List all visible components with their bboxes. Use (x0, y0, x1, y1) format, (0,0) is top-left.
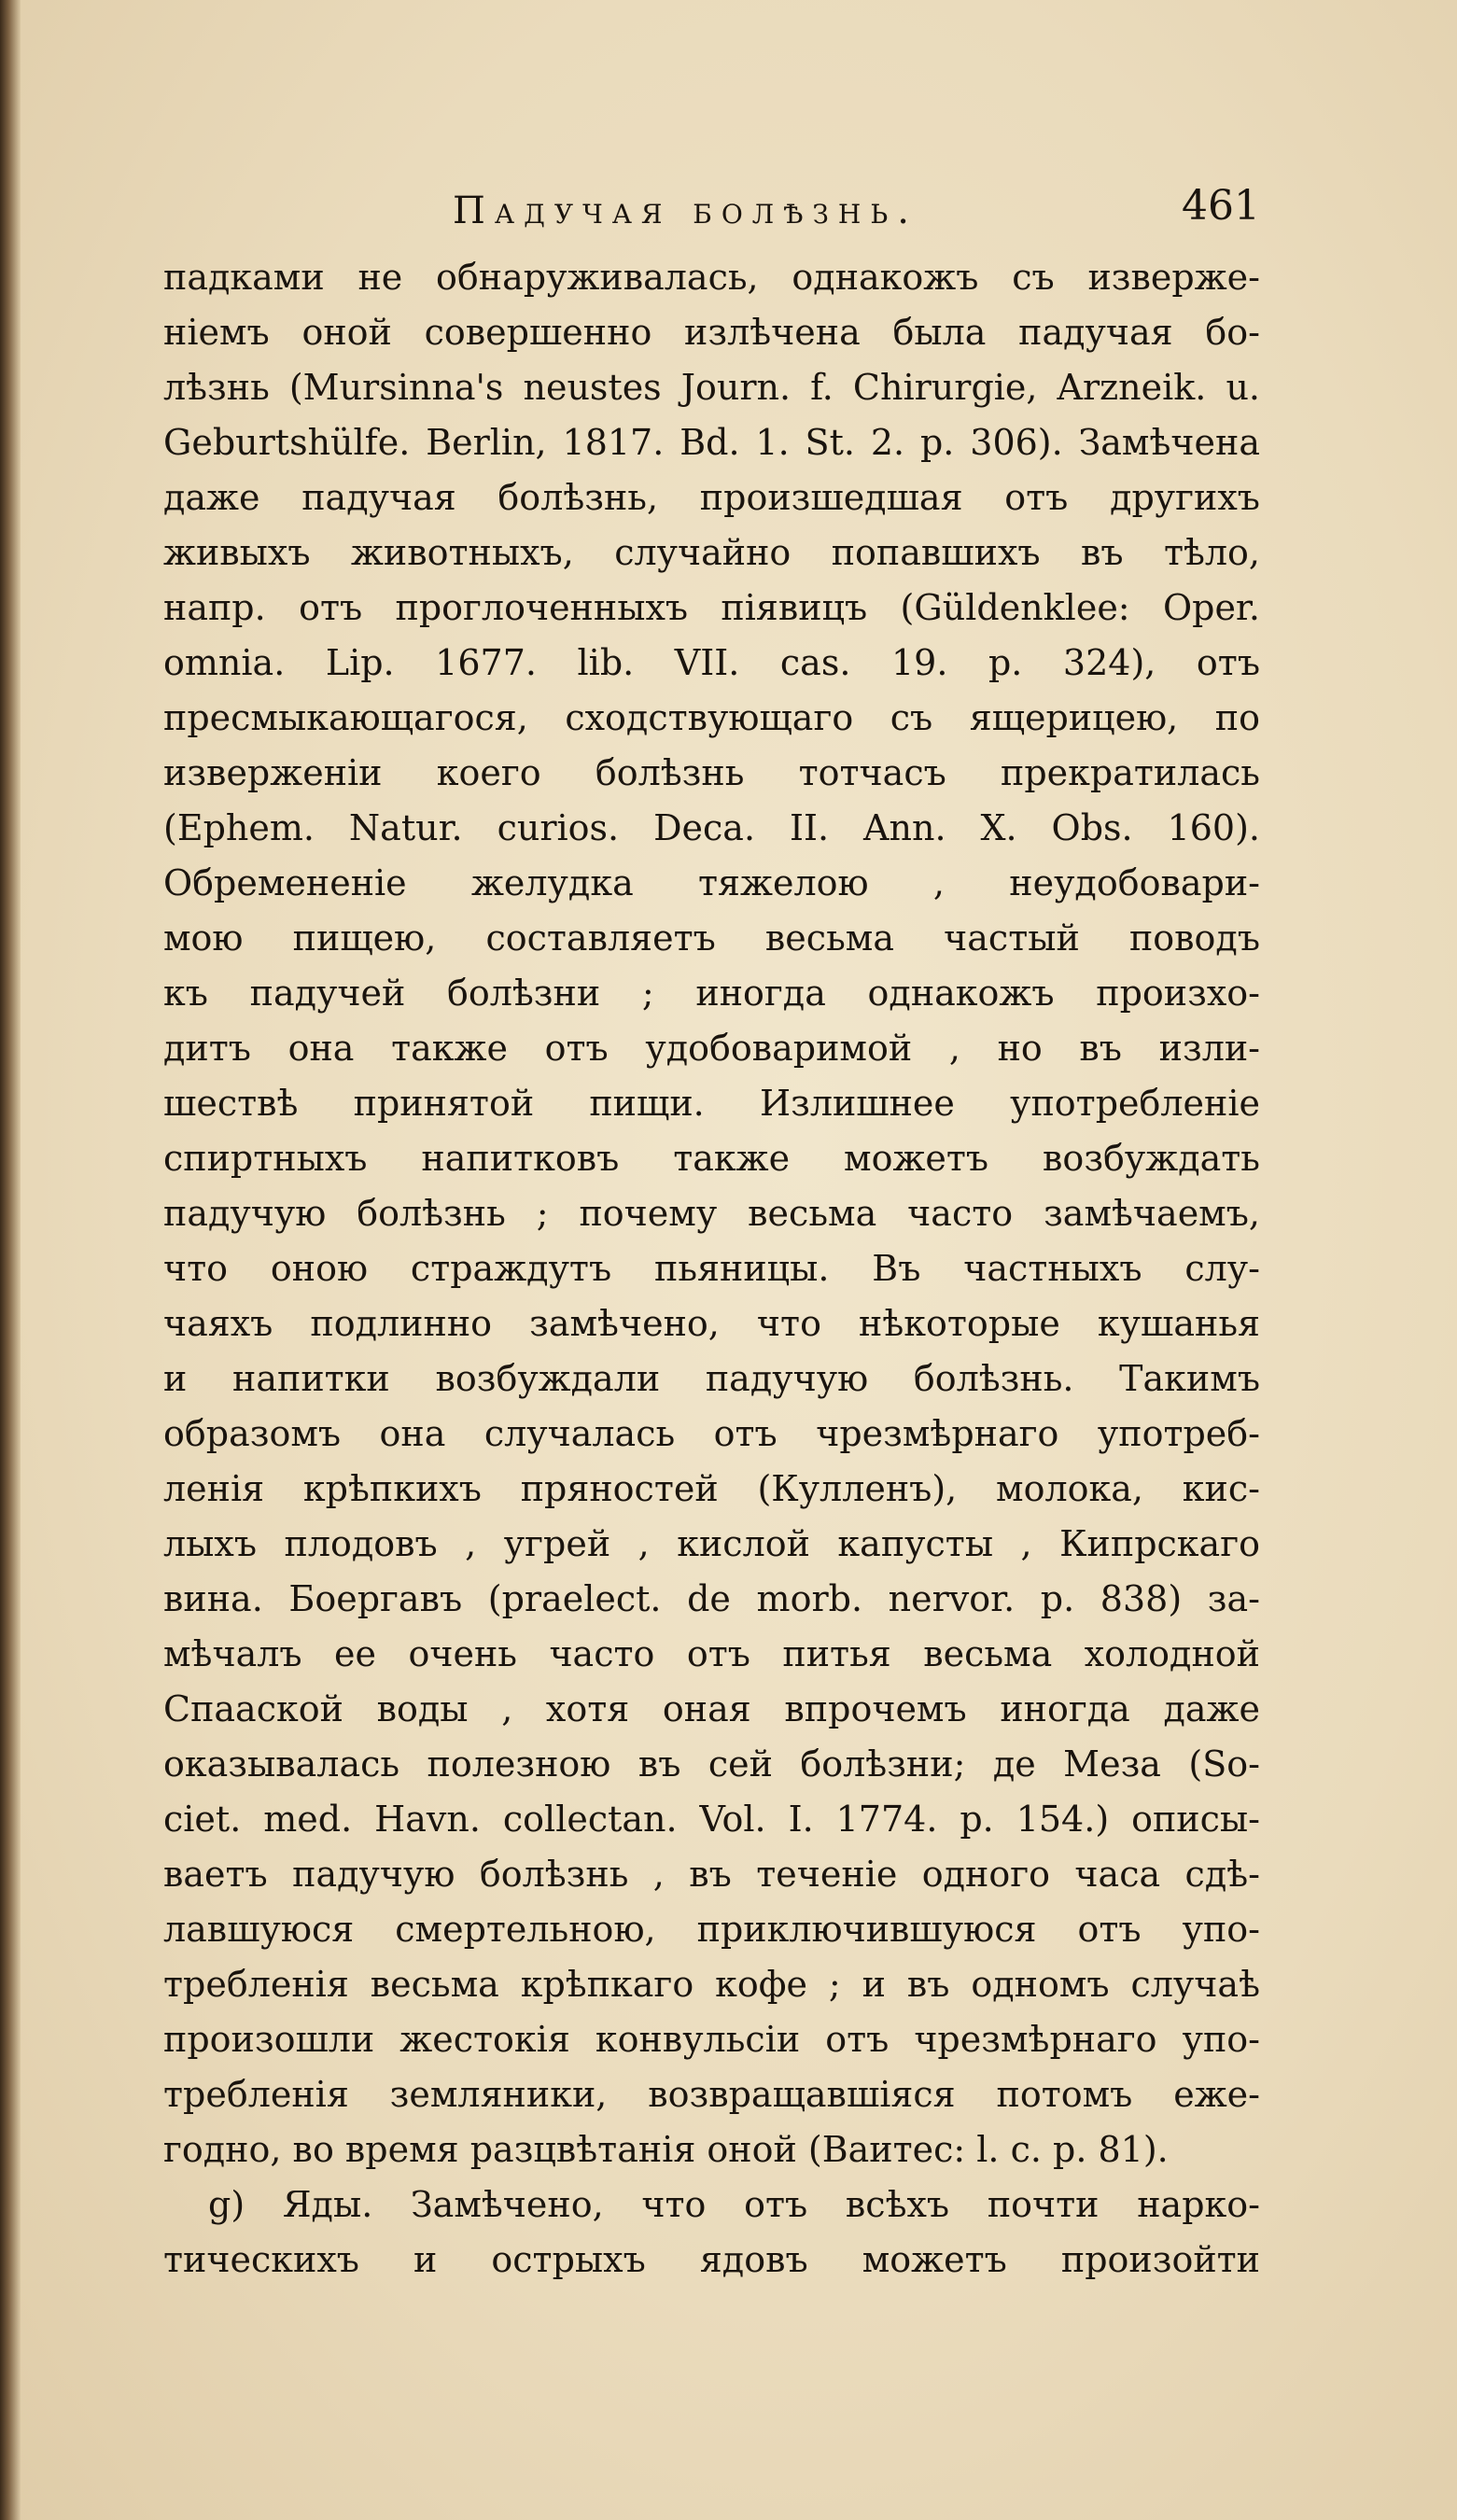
text-line: и напитки возбуждали падучую болѣзнь. Такимъ (163, 1358, 1260, 1399)
text-line: вина. Боергавъ (praelect. de morb. nervor. p. 838) за- (163, 1578, 1260, 1619)
text-line: (Ephem. Natur. curios. Deca. II. Ann. X. Obs. 160). (163, 807, 1260, 848)
text-line: лавшуюся смертельною, приключившуюся отъ упо- (163, 1909, 1260, 1950)
text-line: требленія весьма крѣпкаго кофе ; и въ одномъ случаѣ (163, 1964, 1260, 2005)
page-number: 461 (1182, 182, 1260, 230)
text-line: пресмыкающагося, сходствующаго съ ящерицею, по (163, 697, 1260, 738)
text-line: g) Яды. Замѣчено, что отъ всѣхъ почти нарко- (208, 2184, 1260, 2225)
text-line: Обремененіе желудка тяжелою , неудобовари- (163, 862, 1260, 903)
text-line: оказывалась полезною въ сей болѣзни; де Меза (So- (163, 1743, 1260, 1785)
text-line: мою пищею, составляетъ весьма частый поводъ (163, 917, 1260, 959)
text-line: лѣзнь (Mursinna's neustes Journ. f. Chirurgie, Arzneik. u. (163, 367, 1260, 408)
text-line: падучую болѣзнь ; почему весьма часто замѣчаемъ, (163, 1193, 1260, 1234)
text-line: ciet. med. Havn. collectan. Vol. I. 1774. p. 154.) описы- (163, 1799, 1260, 1840)
body-text (163, 250, 1260, 2288)
text-line: даже падучая болѣзнь, произшедшая отъ другихъ (163, 477, 1260, 518)
running-title: Падучая болѣзнь. (453, 189, 918, 232)
text-line: живыхъ животныхъ, случайно попавшихъ въ тѣло, (163, 532, 1260, 573)
text-line: произошли жестокія конвульсіи отъ чрезмѣрнаго упо- (163, 2019, 1260, 2060)
text-line: Geburtshülfe. Berlin, 1817. Bd. 1. St. 2. p. 306). Замѣчена (163, 422, 1260, 463)
text-line: шествѣ принятой пищи. Излишнее употребленіе (163, 1083, 1260, 1124)
text-line: лыхъ плодовъ , угрей , кислой капусты , Кипрскаго (163, 1523, 1260, 1564)
text-line: omnia. Lip. 1677. lib. VII. cas. 19. p. 324), отъ (163, 642, 1260, 683)
text-line: ленія крѣпкихъ пряностей (Кулленъ), молока, кис- (163, 1468, 1260, 1509)
text-line: дитъ она также отъ удобоваримой , но въ изли- (163, 1028, 1260, 1069)
text-line: ніемъ оной совершенно излѣчена была падучая бо- (163, 312, 1260, 353)
text-line: образомъ она случалась отъ чрезмѣрнаго употреб- (163, 1413, 1260, 1454)
text-line: мѣчалъ ее очень часто отъ питья весьма холодной (163, 1633, 1260, 1674)
page-binding-edge (0, 0, 21, 2520)
text-line: что оною страждутъ пьяницы. Въ частныхъ слу- (163, 1248, 1260, 1289)
text-line: Спаaской воды , хотя оная впрочемъ иногда даже (163, 1688, 1260, 1729)
text-line: требленія земляники, возвращавшіяся потомъ еже- (163, 2074, 1260, 2115)
text-line: спиртныхъ напитковъ также можетъ возбуждать (163, 1138, 1260, 1179)
page-header (163, 182, 1260, 238)
text-line: къ падучей болѣзни ; иногда однакожъ произхо- (163, 973, 1260, 1014)
text-line: ваетъ падучую болѣзнь , въ теченіе одного часа сдѣ- (163, 1854, 1260, 1895)
text-line: напр. отъ проглоченныхъ піявицъ (Güldenklee: Oper. (163, 587, 1260, 628)
text-line: изверженіи коего болѣзнь тотчасъ прекратилась (163, 752, 1260, 793)
text-line: тическихъ и острыхъ ядовъ можетъ произойти (163, 2239, 1260, 2280)
text-line: падками не обнаруживалась, однакожъ съ изверже- (163, 257, 1260, 298)
text-line: чаяхъ подлинно замѣчено, что нѣкоторые кушанья (163, 1303, 1260, 1344)
text-line: годно, во время разцвѣтанія оной (Ваитес: l. c. p. 81). (163, 2129, 1169, 2170)
